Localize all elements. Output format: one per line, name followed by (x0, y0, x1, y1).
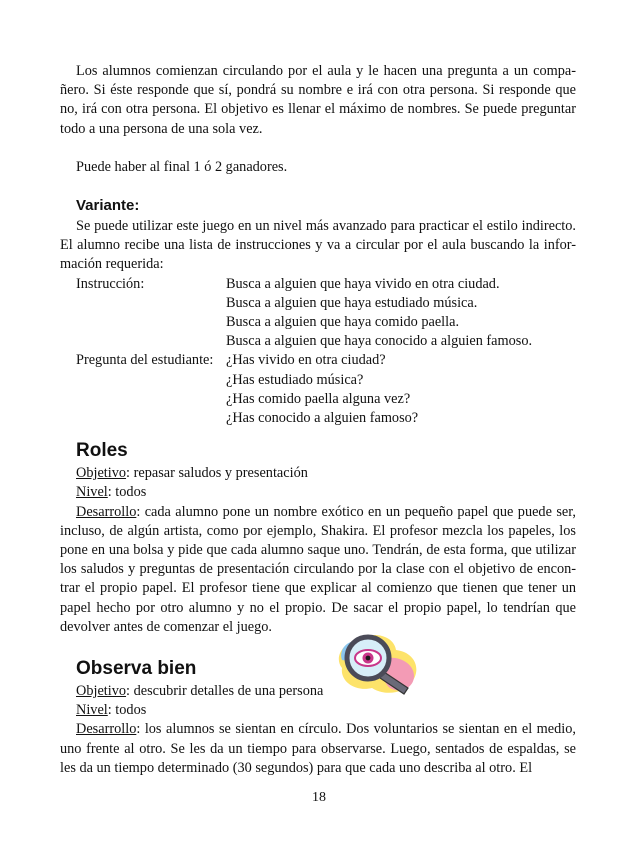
observa-section (60, 656, 576, 778)
question-row (60, 390, 576, 409)
question-item: ¿Has estudiado música? (226, 371, 364, 388)
question-item: ¿Has comido paella alguna vez? (226, 390, 411, 407)
observa-nivel (60, 701, 576, 720)
objetivo-label: Objetivo (76, 465, 127, 482)
roles-heading: Roles (76, 440, 128, 462)
instruction-row (60, 275, 576, 294)
nivel-text: : todos (107, 702, 147, 719)
desarrollo-label: Desarrollo (76, 503, 137, 520)
nivel-label: Nivel (76, 484, 108, 501)
observa-objetivo (60, 682, 576, 701)
instruction-item: Busca a alguien que haya comido paella. (226, 314, 460, 331)
instruction-list (60, 275, 576, 352)
instruction-label: Instrucción: (76, 275, 145, 292)
desarrollo-label: Desarrollo (76, 721, 137, 738)
desarrollo-text: : cada alumno pone un nombre exótico en un pequeño papel que puede ser, incluso, de algún artista, como por ejemplo, Shakira. El profesor mezcla los papeles, los pone en una bolsa y pide que cada alumno saque uno. Tendrán, de esta forma, que utilizar los saludos y preguntas de presentación circulando por la clase con el objetivo de encon-trar el propio papel. El profesor tiene que explicar al comienzo que tienen que tener un papel hecho por otro alumno y no el propio. De sacar el propio papel, lo tendrían que devolver antes de comenzar el juego. (60, 503, 576, 635)
objetivo-text: : repasar saludos y presentación (126, 465, 308, 482)
instruction-row (60, 294, 576, 313)
page-content (60, 62, 576, 778)
question-item: ¿Has conocido a alguien famoso? (226, 410, 419, 427)
intro-paragraph-2: Puede haber al final 1 ó 2 ganadores. (76, 158, 288, 175)
nivel-label: Nivel (76, 702, 108, 719)
question-item: ¿Has vivido en otra ciudad? (226, 352, 386, 369)
variante-heading: Variante: (76, 197, 140, 215)
roles-objetivo (60, 464, 576, 483)
roles-desarrollo (60, 503, 576, 637)
instruction-item: Busca a alguien que haya estudiado música. (226, 294, 478, 311)
desarrollo-text: : los alumnos se sientan en círculo. Dos voluntarios se sientan en el medio, uno frente al otro. Se les da un tiempo para observarse. Luego, sentados de espaldas, se les da un tiempo determinado (30 segundos) para que cada uno describa al otro. El (60, 721, 576, 776)
objetivo-text: : descubrir detalles de una persona (126, 683, 324, 700)
instruction-row (60, 332, 576, 351)
question-row (60, 351, 576, 370)
nivel-text: : todos (107, 484, 147, 501)
question-list (60, 351, 576, 428)
intro-paragraph-1: Los alumnos comienzan circulando por el aula y le hacen una pregunta a un compa-ñero. Si éste responde que sí, pondrá su nombre e irá con otra persona. Si responde que no, irá con otra persona. El objetivo es llenar el máximo de nombres. Se puede preguntar todo a una persona de una sola vez. (60, 63, 576, 137)
objetivo-label: Objetivo (76, 683, 127, 700)
observa-desarrollo (60, 720, 576, 778)
variante-paragraph: Se puede utilizar este juego en un nivel más avanzado para practicar el estilo indirecto. El alumno recibe una lista de instrucciones y va a circular por el aula buscando la infor-mación requerida: (60, 218, 576, 273)
roles-nivel (60, 483, 576, 502)
question-row (60, 409, 576, 428)
page-number: 18 (312, 790, 326, 805)
question-row (60, 371, 576, 390)
question-label: Pregunta del estudiante: (76, 352, 214, 369)
instruction-row (60, 313, 576, 332)
instruction-item: Busca a alguien que haya conocido a alguien famoso. (226, 333, 533, 350)
instruction-item: Busca a alguien que haya vivido en otra ciudad. (226, 275, 500, 292)
magnifying-glass-eye-icon (334, 630, 422, 696)
observa-heading: Observa bien (76, 658, 197, 680)
